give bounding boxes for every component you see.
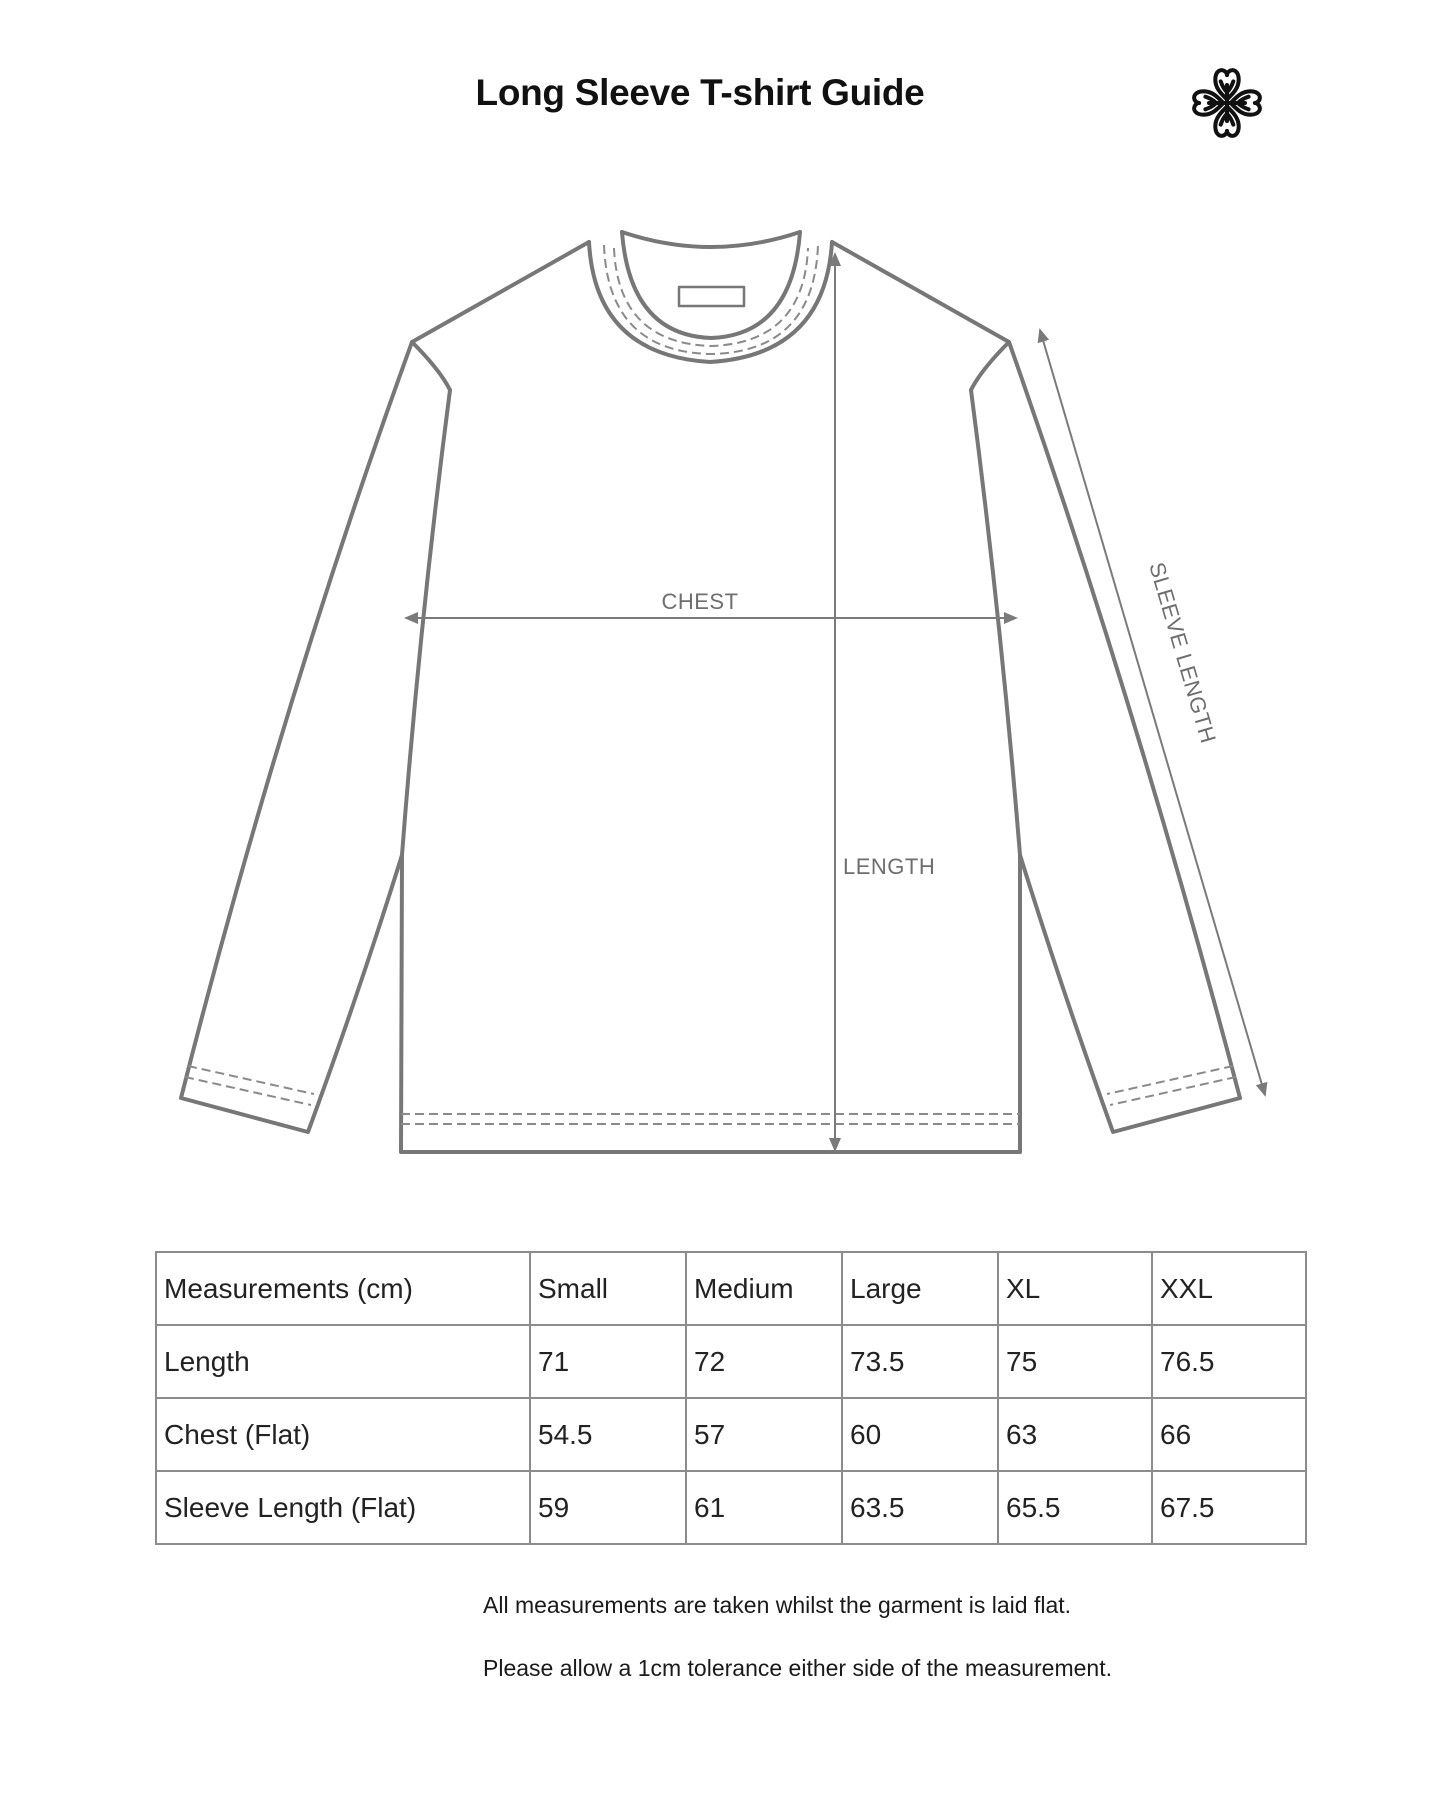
tshirt-stitching <box>185 245 1236 1124</box>
table-row <box>156 1325 1306 1398</box>
chest-label: CHEST <box>661 589 739 614</box>
table-header-row <box>156 1252 1306 1325</box>
header-measurements: Measurements (cm) <box>156 1252 530 1325</box>
header-xxl: XXL <box>1152 1252 1306 1325</box>
row-label: Sleeve Length (Flat) <box>156 1471 530 1544</box>
measurement-arrows <box>406 254 1265 1150</box>
size-table <box>155 1251 1307 1545</box>
table-cell: 61 <box>686 1471 842 1544</box>
table-cell: 65.5 <box>998 1471 1152 1544</box>
tshirt-outline <box>181 232 1240 1152</box>
table-cell: 71 <box>530 1325 686 1398</box>
table-row <box>156 1471 1306 1544</box>
table-cell: 63 <box>998 1398 1152 1471</box>
sleeve-length-label: SLEEVE LENGTH <box>1144 559 1222 747</box>
table-cell: 75 <box>998 1325 1152 1398</box>
table-cell: 59 <box>530 1471 686 1544</box>
table-cell: 73.5 <box>842 1325 998 1398</box>
table-cell: 76.5 <box>1152 1325 1306 1398</box>
table-cell: 63.5 <box>842 1471 998 1544</box>
row-label: Chest (Flat) <box>156 1398 530 1471</box>
table-cell: 60 <box>842 1398 998 1471</box>
header-small: Small <box>530 1252 686 1325</box>
length-label: LENGTH <box>843 854 936 879</box>
table-cell: 67.5 <box>1152 1471 1306 1544</box>
header-medium: Medium <box>686 1252 842 1325</box>
row-label: Length <box>156 1325 530 1398</box>
note-laid-flat: All measurements are taken whilst the garment is laid flat. <box>483 1592 1072 1618</box>
table-cell: 72 <box>686 1325 842 1398</box>
table-cell: 54.5 <box>530 1398 686 1471</box>
table-cell: 57 <box>686 1398 842 1471</box>
header-large: Large <box>842 1252 998 1325</box>
header-xl: XL <box>998 1252 1152 1325</box>
sleeve-length-arrow <box>1040 330 1265 1095</box>
note-tolerance: Please allow a 1cm tolerance either side of the measurement. <box>483 1655 1112 1681</box>
table-row <box>156 1398 1306 1471</box>
page-title: Long Sleeve T-shirt Guide <box>475 72 925 113</box>
table-cell: 66 <box>1152 1398 1306 1471</box>
